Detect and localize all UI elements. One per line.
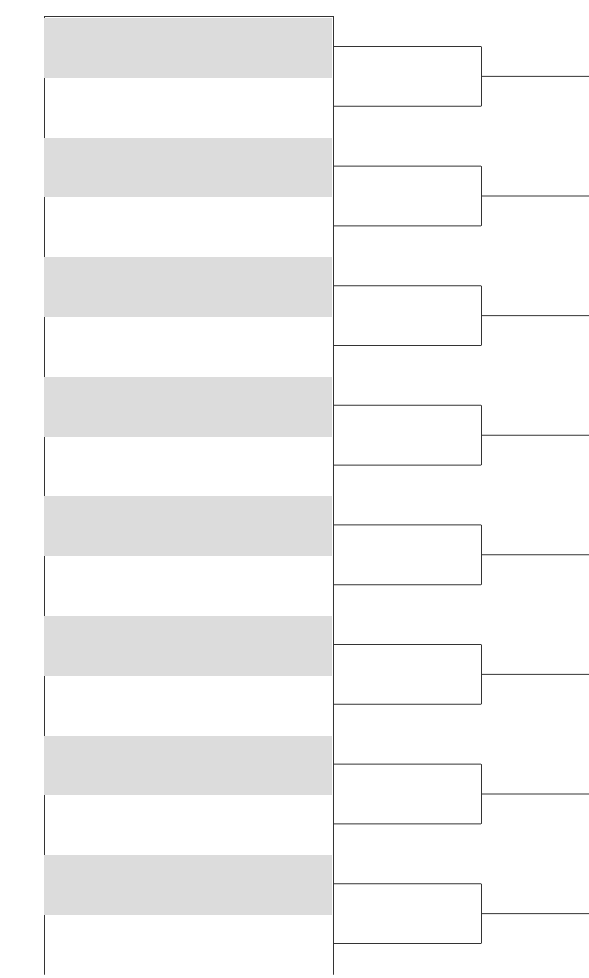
draw-line [0, 569, 333, 587]
draw-line [0, 169, 333, 187]
draw-line [0, 647, 333, 665]
draw-line [0, 450, 333, 468]
draw-line [0, 270, 333, 288]
draw-line [0, 629, 333, 647]
draw-line [0, 587, 333, 605]
draw-line [0, 946, 333, 964]
draw-line [0, 527, 333, 545]
draw-line [0, 707, 333, 725]
draw-line [0, 749, 333, 767]
draw-line [0, 509, 333, 527]
draw-line [0, 886, 333, 904]
draw-line [0, 210, 333, 228]
draw-line [0, 288, 333, 306]
draw-line [0, 868, 333, 886]
draw-line [0, 228, 333, 246]
draw-line [0, 31, 333, 49]
draw-line [0, 330, 333, 348]
draw-line [0, 826, 333, 844]
draw-line [0, 151, 333, 169]
draw-line [0, 49, 333, 67]
draw-line [0, 91, 333, 109]
draw-line [0, 928, 333, 946]
draw-line [0, 390, 333, 408]
draw-line [0, 348, 333, 366]
draw-line [0, 767, 333, 785]
draw-line [0, 109, 333, 127]
draw-line [0, 468, 333, 486]
draw-line [0, 408, 333, 426]
draw-line [0, 689, 333, 707]
draw-line [0, 808, 333, 826]
